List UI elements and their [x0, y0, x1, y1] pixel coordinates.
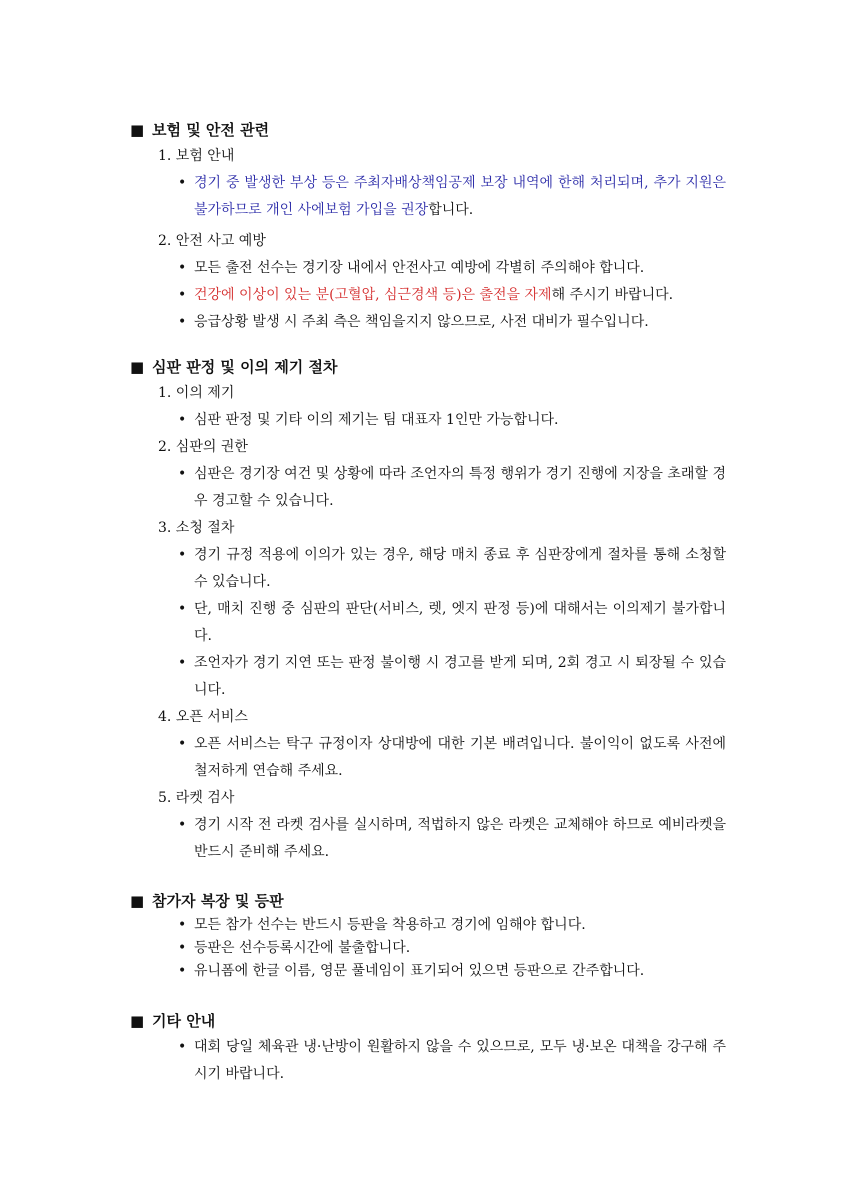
section-insurance-safety — [130, 117, 730, 336]
bullet-icon: • — [178, 1039, 187, 1055]
list-item: • 대회 당일 체육관 냉·난방이 원활하지 않을 수 있으므로, 모두 냉·보온 대책을 강구해 주시기 바랍니다. — [130, 1034, 730, 1088]
subheading-open-service: 4. 오픈 서비스 — [158, 709, 248, 725]
list-item: • 심판은 경기장 여건 및 상황에 따라 조언자의 특정 행위가 경기 진행에 지장을 초래할 경우 경고할 수 있습니다. — [130, 461, 730, 515]
subheading-racket-check: 5. 라켓 검사 — [158, 790, 235, 806]
bullet-icon: • — [178, 601, 187, 617]
bullet-icon: • — [178, 314, 187, 330]
section-title: ■ 참가자 복장 및 등판 — [130, 888, 730, 914]
bullet-icon: • — [178, 917, 187, 933]
bullet-icon: • — [178, 940, 187, 956]
section-other-info — [130, 1008, 730, 1088]
list-item: • 등판은 선수등록시간에 불출합니다. — [130, 937, 730, 960]
section-title: ■ 기타 안내 — [130, 1008, 730, 1034]
list-item: • 단, 매치 진행 중 심판의 판단(서비스, 렛, 엣지 판정 등)에 대해서는 이의제기 불가합니다. — [130, 596, 730, 650]
list-item: • 유니폼에 한글 이름, 영문 풀네임이 표기되어 있으면 등판으로 간주합니다. — [130, 960, 730, 983]
square-bullet-icon: ■ — [130, 121, 145, 139]
bullet-icon: • — [178, 466, 187, 482]
list-item: • 건강에 이상이 있는 분(고혈압, 심근경색 등)은 출전을 자제해 주시기 바랍니다. — [130, 282, 730, 309]
list-item: • 오픈 서비스는 탁구 규정이자 상대방에 대한 기본 배려입니다. 불이익이 없도록 사전에 철저하게 연습해 주세요. — [130, 731, 730, 785]
bullet-icon: • — [178, 655, 187, 671]
bullet-icon: • — [178, 175, 187, 191]
list-item: • 경기 중 발생한 부상 등은 주최자배상책임공제 보장 내역에 한해 처리되며, 추가 지원은 불가하므로 개인 사에보험 가입을 권장합니다. — [130, 170, 730, 224]
list-item: • 심판 판정 및 기타 이의 제기는 팀 대표자 1인만 가능합니다. — [130, 407, 730, 434]
section-title: ■ 심판 판정 및 이의 제기 절차 — [130, 354, 730, 380]
list-item: • 경기 규정 적용에 이의가 있는 경우, 해당 매치 종료 후 심판장에게 절차를 통해 소청할 수 있습니다. — [130, 542, 730, 596]
bullet-icon: • — [178, 412, 187, 428]
section-judging-appeals — [130, 354, 730, 866]
subheading-umpire-authority: 2. 심판의 권한 — [158, 439, 248, 455]
list-item: • 조언자가 경기 지연 또는 판정 불이행 시 경고를 받게 되며, 2회 경고 시 퇴장될 수 있습니다. — [130, 650, 730, 704]
subheading-safety: 2. 안전 사고 예방 — [158, 233, 266, 249]
square-bullet-icon: ■ — [130, 358, 145, 376]
bullet-icon: • — [178, 547, 187, 563]
square-bullet-icon: ■ — [130, 892, 145, 910]
square-bullet-icon: ■ — [130, 1012, 145, 1030]
bullet-icon: • — [178, 260, 187, 276]
bullet-icon: • — [178, 963, 187, 979]
section-title: ■ 보험 및 안전 관련 — [130, 117, 730, 143]
subheading-objection: 1. 이의 제기 — [158, 385, 235, 401]
bullet-icon: • — [178, 736, 187, 752]
list-item: • 모든 참가 선수는 반드시 등판을 착용하고 경기에 임해야 합니다. — [130, 914, 730, 937]
subheading-appeal-procedure: 3. 소청 절차 — [158, 520, 235, 536]
section-attire-bib — [130, 888, 730, 983]
list-item: • 경기 시작 전 라켓 검사를 실시하며, 적법하지 않은 라켓은 교체해야 하므로 예비라켓을 반드시 준비해 주세요. — [130, 812, 730, 866]
subheading-insurance: 1. 보험 안내 — [158, 148, 235, 164]
bullet-icon: • — [178, 287, 187, 303]
bullet-icon: • — [178, 817, 187, 833]
list-item: • 모든 출전 선수는 경기장 내에서 안전사고 예방에 각별히 주의해야 합니다. — [130, 255, 730, 282]
list-item: • 응급상황 발생 시 주최 측은 책임을지지 않으므로, 사전 대비가 필수입니다. — [130, 309, 730, 336]
